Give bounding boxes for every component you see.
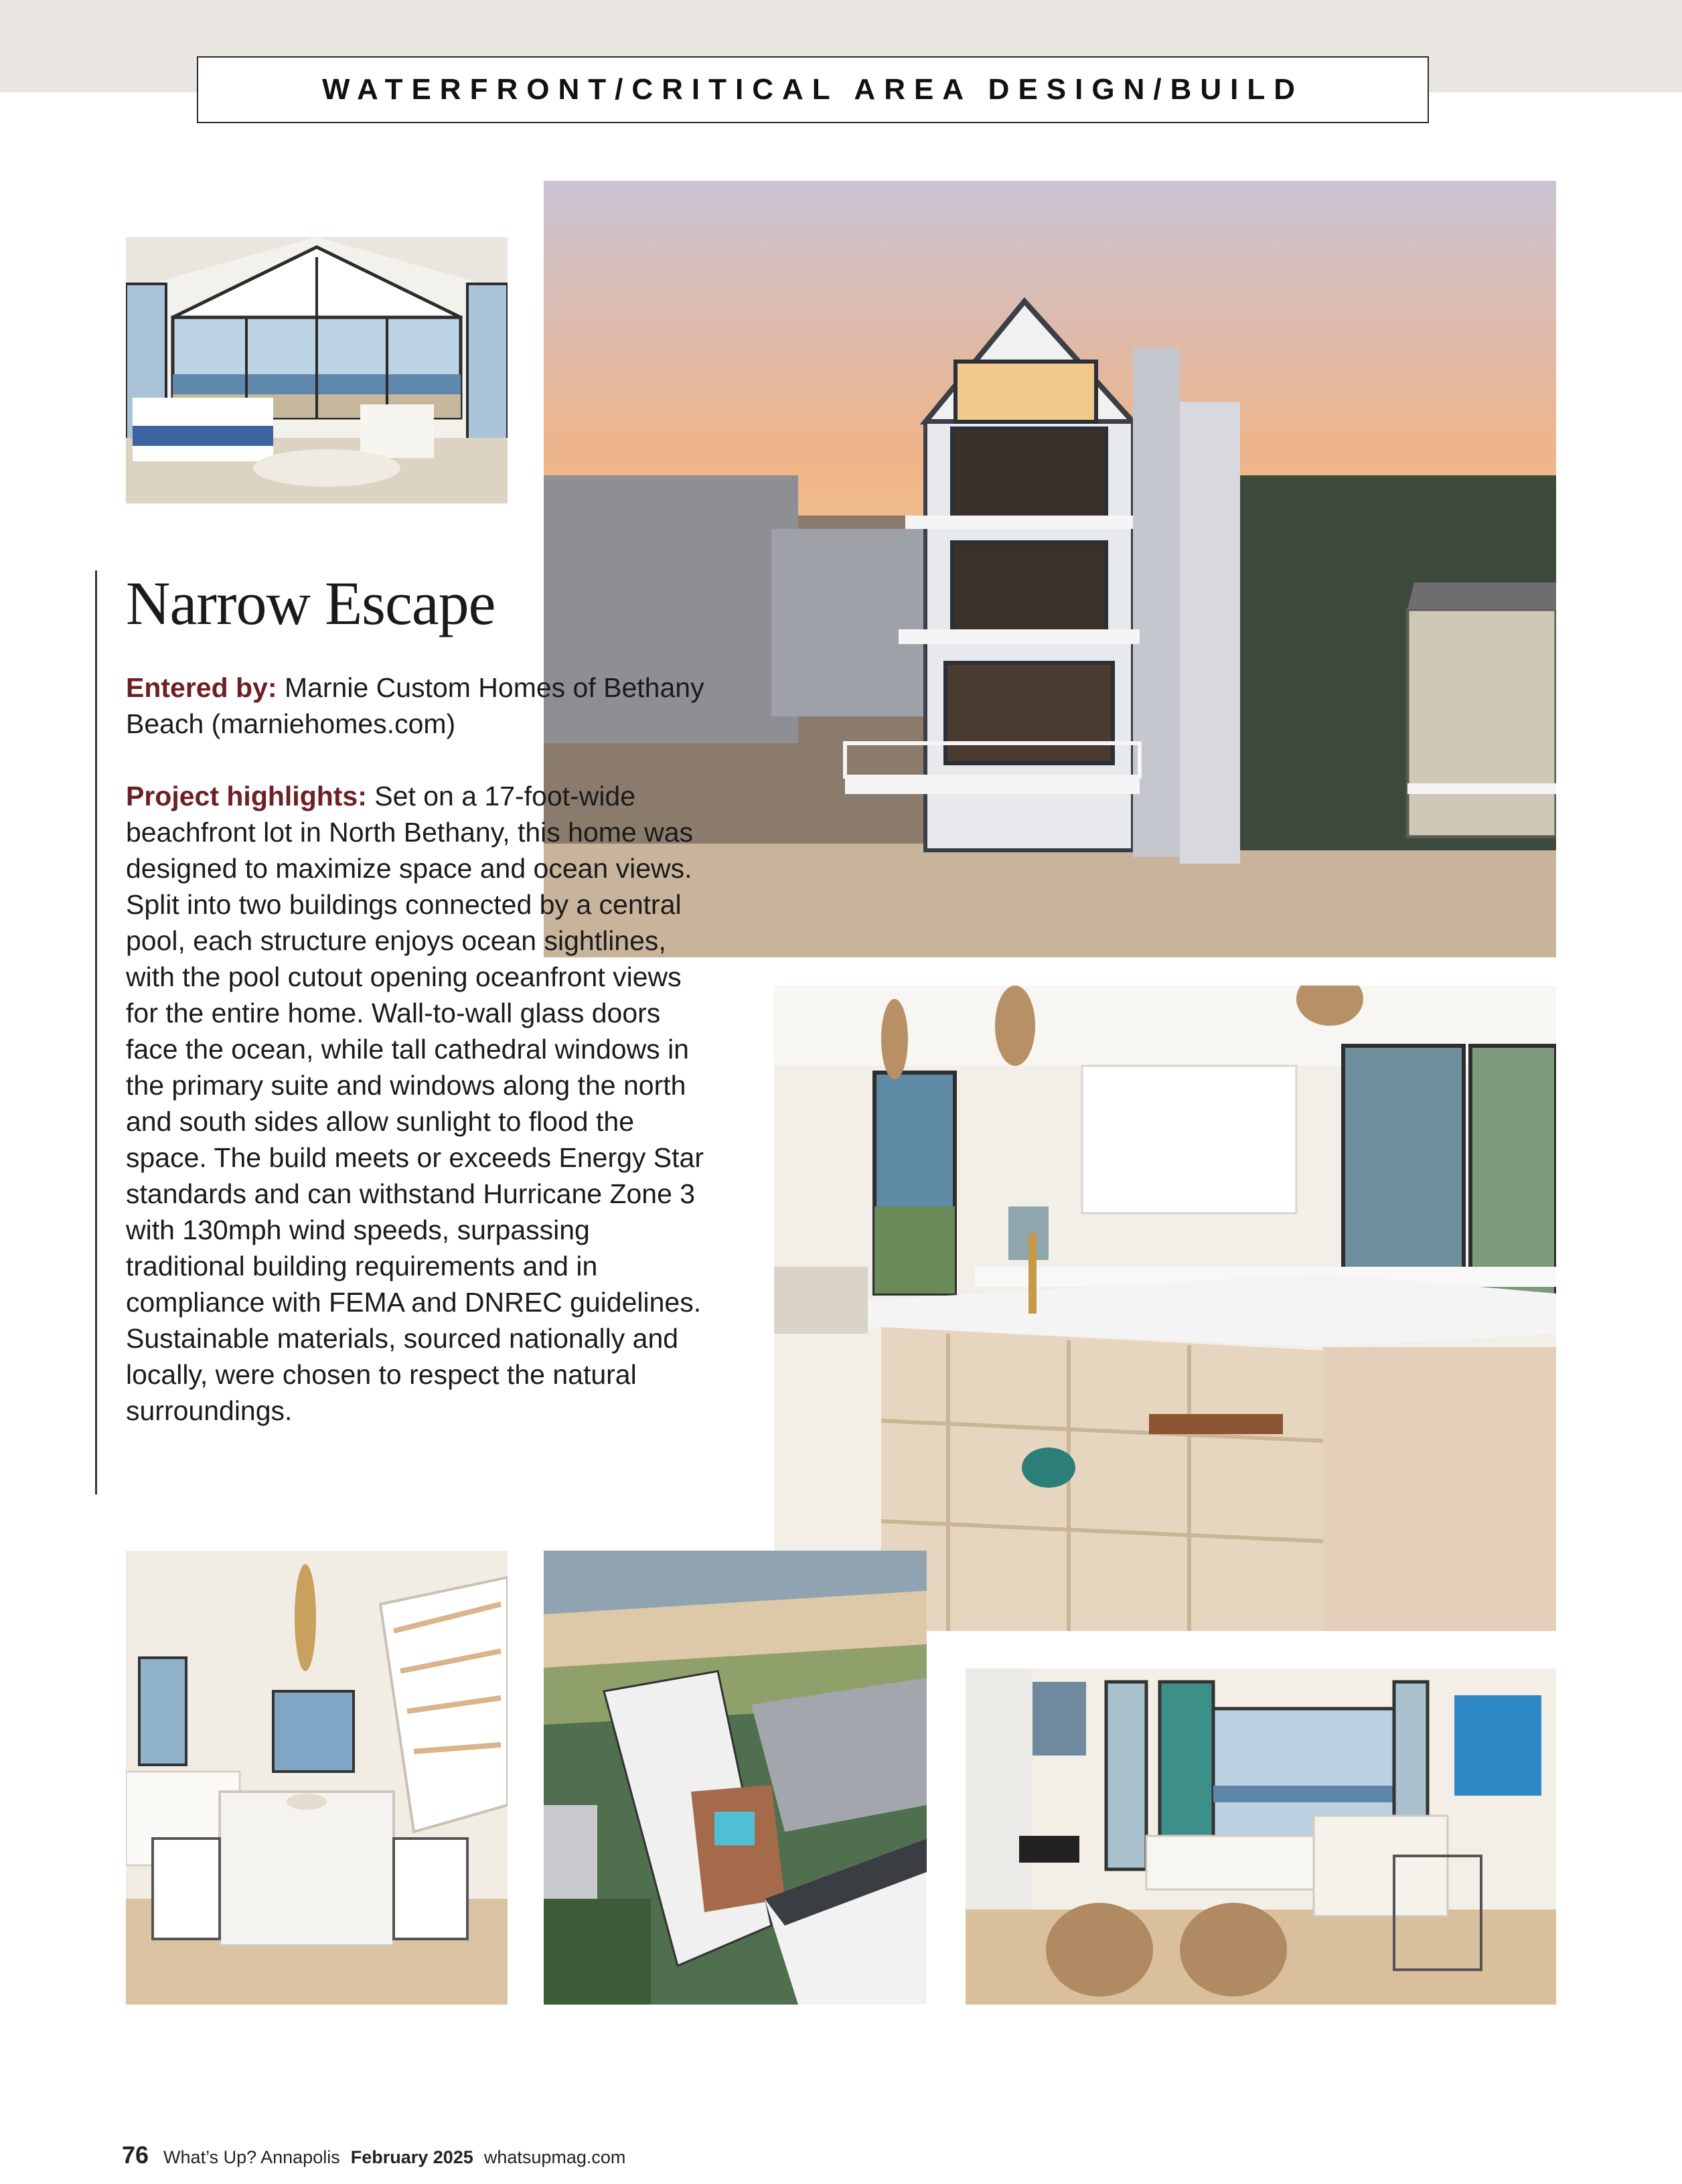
highlights-paragraph — [126, 778, 715, 1429]
entered-by-label: Entered by: — [126, 672, 277, 703]
dining-photo — [126, 1551, 508, 2005]
living-room-photo — [966, 1668, 1556, 2005]
article-body — [126, 670, 715, 1465]
website-link[interactable]: whatsupmag.com — [483, 2147, 626, 2167]
entered-by-paragraph — [126, 670, 715, 742]
publication-name: What’s Up? Annapolis — [163, 2147, 340, 2167]
article-title: Narrow Escape — [126, 569, 495, 637]
section-header — [197, 56, 1429, 123]
article-rule — [95, 570, 97, 1494]
aerial-photo — [544, 1551, 927, 2005]
entered-by-text: Marnie Custom Homes of Bethany Beach (marniehomes.com) — [126, 672, 704, 739]
page-number: 76 — [122, 2141, 149, 2169]
issue-date: February 2025 — [350, 2147, 473, 2167]
bedroom-photo — [126, 237, 508, 503]
kitchen-photo — [774, 986, 1556, 1631]
page-footer — [122, 2141, 625, 2169]
highlights-label: Project highlights: — [126, 781, 367, 811]
highlights-text: Set on a 17-foot-wide beachfront lot in North Bethany, this home was designed to maximize space and ocean views. Split into two buildings connected by a central pool, each structure enjoys ocean sightlines, with the pool cutout opening oceanfront views for the entire home. Wall-to-wall glass doors face the ocean, while tall cathedral windows in the primary suite and windows along the north and south sides allow sunlight to flood the space. The build meets or exceeds Energy Star standards and can withstand Hurricane Zone 3 with 130mph wind speeds, surpassing traditional building requirements and in compliance with FEMA and DNREC guidelines. Sustainable materials, sourced nationally and locally, were chosen to respect the natural surroundings. — [126, 781, 704, 1426]
section-label: WATERFRONT/CRITICAL AREA DESIGN/BUILD — [321, 73, 1304, 106]
